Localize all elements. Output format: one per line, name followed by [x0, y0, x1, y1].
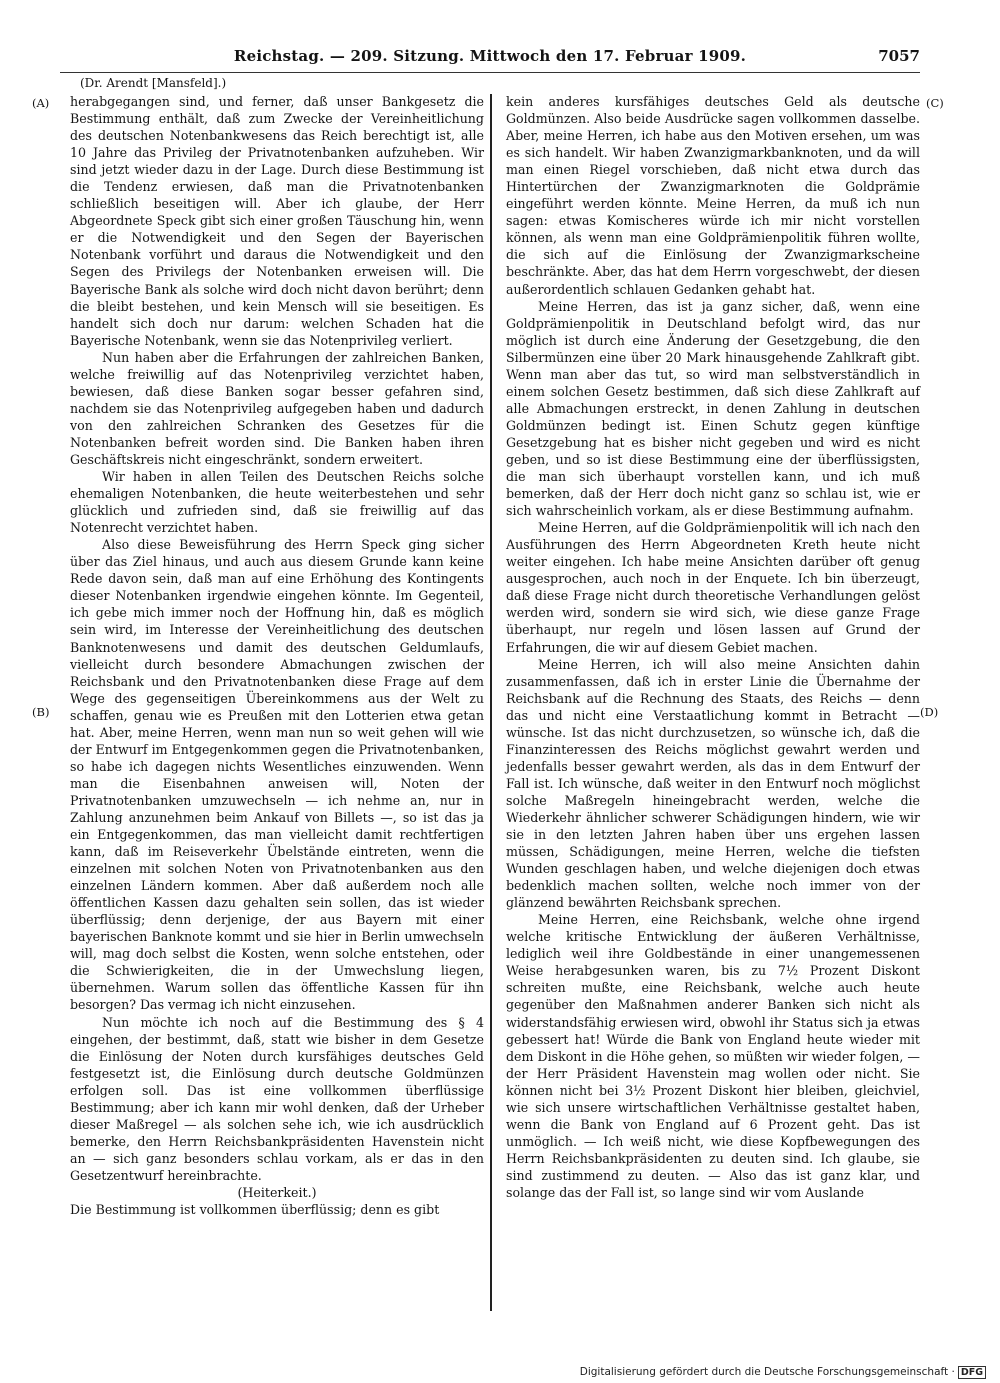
paragraph: Meine Herren, ich will also meine Ansichten dahin zusammenfassen, daß ich in erster Linie die Übernahme der Reichsbank auf die Rechnung des Staats, des Reichs — denn das und nicht eine Verstaatlichung kommt in Betracht — wünsche. Ist das nicht durchzusetzen, so wünsche ich, daß die Finanzinteressen des Reichs möglichst gewahrt werden und jedenfalls besser gewahrt werden, als das in dem Entwurf der Fall ist. Ich wünsche, daß weiter in den Entwurf noch möglichst solche Maßregeln hineingebracht werden, welche die Wiederkehr ähnlicher schwerer Schädigungen hindern, wie wir sie in den letzten Jahren haben über uns ergehen lassen müssen, Schädigungen, meine Herren, welche die tiefsten Wunden geschlagen haben, und welche diejenigen doch etwas bedenklich machen sollten, welche noch immer von der glänzend bewährten Reichsbank sprechen. — [506, 656, 920, 911]
margin-marker-b: (B) — [32, 705, 50, 719]
paragraph: Wir haben in allen Teilen des Deutschen Reichs solche ehemaligen Notenbanken, die heute weiterbestehen und sehr glücklich und zufrieden sind, daß sie freiwillig auf das Notenrecht verzichtet haben. — [70, 469, 484, 536]
paragraph: Nun möchte ich noch auf die Bestimmung des § 4 eingehen, der bestimmt, daß, statt wie bisher in dem Gesetze die Einlösung der Noten durch kursfähiges deutsches Geld festgesetzt ist, die Einlösung durch deutsche Goldmünzen erfolgen soll. Das ist eine vollkommen überflüssige Bestimmung; aber ich kann mir wohl denken, daß der Urheber dieser Maßregel — als solchen sehe ich, wie ich ausdrücklich bemerke, den Herrn Reichsbankpräsidenten Havenstein nicht an — sich ganz besonders schlau vorkam, als er das in den Gesetzentwurf hereinbrachte. — [70, 1014, 484, 1183]
laughter-note: (Heiterkeit.) — [237, 1185, 317, 1200]
page-header — [60, 47, 920, 73]
paragraph: herabgegangen sind, und ferner, daß unser Bankgesetz die Bestimmung enthält, daß zum Zwecke der Vereinheitlichung des deutschen Notenbankwesens das Reich berechtigt ist, alle 10 Jahre das Privileg der Privatnotenbanken aufzuheben. Wir sind jetzt wieder dazu in der Lage. Durch diese Bestimmung ist die Tendenz erwiesen, daß man die Privatnotenbanken schließlich beseitigen will. Aber ich glaube, der Herr Abgeordnete Speck gibt sich einer großen Täuschung hin, wenn er die Notwendigkeit und den Segen der Bayerischen Notenbank vorführt und daraus die Notwendigkeit und den Segen des Privilegs der Notenbanken erweisen will. Die Bayerische Bank als solche wird doch nicht davon berührt; denn die bleibt bestehen, und kein Mensch will sie beseitigen. Es handelt sich doch nur darum: welchen Schaden hat die Bayerische Notenbank, wenn sie das Notenprivileg verliert. — [70, 94, 484, 348]
margin-marker-d: (D) — [920, 705, 939, 719]
column-divider — [490, 94, 492, 1311]
running-title: Reichstag. — 209. Sitzung. Mittwoch den 17. Februar 1909. — [233, 47, 747, 65]
left-column — [70, 93, 484, 1218]
paragraph: Meine Herren, eine Reichsbank, welche ohne irgend welche kritische Entwicklung der äußeren Verhältnisse, lediglich weil ihre Goldbestände in einer unangemessenen Weise herabgesunken waren, bis zu 7½ Prozent Diskont schreiten mußte, eine Reichsbank, welche auch heute gegenüber den Maßnahmen anderer Banken sich nicht als widerstandsfähig erwiesen wird, obwohl ihr Status sich ja etwas gebessert hat! Würde die Bank von England heute wieder mit dem Diskont in die Höhe gehen, so müßten wir wieder folgen, — der Herr Präsident Havenstein mag wollen oder nicht. Sie können nicht bei 3½ Prozent Diskont hier bleiben, gleichviel, wie sich unsere wirtschaftlichen Verhältnisse gestaltet haben, wenn die Bank von England auf 6 Prozent geht. Das ist unmöglich. — Ich weiß nicht, wie diese Kopfbewegungen des Herrn Reichsbankpräsidenten zu deuten sind. Ich glaube, sie sind zustimmend zu deuten. — Also das ist ganz klar, und solange das der Fall ist, so lange sind wir vom Auslande — [506, 912, 920, 1200]
paragraph: Die Bestimmung ist vollkommen überflüssig; denn es gibt — [70, 1202, 440, 1218]
speaker-byline: (Dr. Arendt [Mansfeld].) — [80, 76, 227, 90]
digitization-footer — [580, 1366, 986, 1379]
header-rule — [60, 72, 920, 73]
right-column — [506, 93, 920, 1201]
paragraph: kein anderes kursfähiges deutsches Geld als deutsche Goldmünzen. Also beide Ausdrücke sagen vollkommen dasselbe. Aber, meine Herren, ich habe aus den Motiven ersehen, um was es sich handelt. Wir haben Zwanzigmarkbanknoten, und da will man einen Riegel vorschieben, daß nicht etwa durch das Hintertürchen der Zwanzigmarknoten die Goldprämie eingeführt werden könnte. Meine Herren, da muß ich nun sagen: etwas Komischeres würde ich mir nicht vorstellen können, als wenn man eine Goldprämienpolitik führen wollte, die sich auf die Einlösung der Zwanzigmarkscheine beschränkte. Aber, das hat dem Herrn vorgeschwebt, der diesen außerordentlich schlauen Gedanken gehabt hat. — [506, 94, 920, 297]
paragraph: Nun haben aber die Erfahrungen der zahlreichen Banken, welche freiwillig auf das Notenprivileg verzichtet haben, bewiesen, daß diese Banken sogar besser gefahren sind, nachdem sie das Notenprivileg aufgegeben haben und dadurch von den zahlreichen Schranken des Gesetzes für die Notenbanken befreit worden sind. Die Banken haben ihren Geschäftskreis nicht eingeschränkt, sondern erweitert. — [70, 349, 484, 467]
paragraph: Meine Herren, das ist ja ganz sicher, daß, wenn eine Goldprämienpolitik in Deutschland befolgt wird, das nur möglich ist durch eine Änderung der Gesetzgebung, die den Silbermünzen eine über 20 Mark hinausgehende Zahlkraft gibt. Wenn man aber das tut, so wird man selbstverständlich in einem solchen Gesetz bestimmen, daß sich diese Zahlkraft auf alle Abmachungen erstreckt, in denen Zahlung in deutschen Goldmünzen bedingt ist. Einen Schutz gegen künftige Gesetzgebung hat es bisher nicht gegeben und wird es nicht geben, und so ist diese Bestimmung eine der überflüssigsten, die man sich überhaupt vorstellen kann, und ich muß bemerken, daß der Herr doch nicht ganz so schlau ist, wie er sich wahrscheinlich vorkam, als er diese Bestimmung aufnahm. — [506, 298, 920, 519]
dfg-logo: DFG — [958, 1366, 986, 1379]
margin-marker-c: (C) — [926, 96, 944, 110]
paragraph: Also diese Beweisführung des Herrn Speck ging sicher über das Ziel hinaus, und auch aus diesem Grunde kann keine Rede davon sein, daß man auf eine Erhöhung des Kontingents dieser Notenbanken irgendwie eingehen könnte. Im Gegenteil, ich gebe mich immer noch der Hoffnung hin, daß es möglich sein wird, im Interesse der Vereinheitlichung des deutschen Banknotenwesens und damit des deutschen Geldumlaufs, vielleicht durch besondere Abmachungen zwischen der Reichsbank und den Privatnotenbanken diese Frage auf dem Wege des gegenseitigen Übereinkommens aus der Welt zu schaffen, genau wie es Preußen mit den Lotterien etwa getan hat. Aber, meine Herren, wenn man nun so weit gehen will wie der Entwurf im Entgegenkommen gegen die Privatnotenbanken, so habe ich dagegen nichts Wesentliches einzuwenden. Wenn man die Eisenbahnen anweisen will, Noten der Privatnotenbanken umzuwechseln — ich nehme an, nur in Zahlung anzunehmen beim Ankauf von Billets —, so ist das ja ein Entgegenkommen, das man vielleicht damit rechtfertigen kann, daß im Reiseverkehr Übelstände eintreten, wenn die einzelnen mit solchen Noten von Privatnotenbanken aus den einzelnen Ländern kommen. Aber daß außerdem noch alle öffentlichen Kassen dazu gehalten sein sollen, das ist wieder überflüssig; denn derjenige, der aus Bayern mit einer bayerischen Banknote kommt und sie hier in Berlin umwechseln will, mag doch selbst die Kosten, wenn solche entstehen, oder die Schwierigkeiten, die in der Umwechslung liegen, übernehmen. Warum sollen das öffentliche Kassen für ihn besorgen? Das vermag ich nicht einzusehen. — [70, 537, 484, 1013]
page-number: 7057 — [878, 47, 920, 65]
margin-marker-a: (A) — [32, 96, 50, 110]
paragraph: Meine Herren, auf die Goldprämienpolitik will ich nach den Ausführungen des Herrn Abgeordneten Kreth heute nicht weiter eingehen. Ich habe meine Ansichten darüber oft genug ausgesprochen, auch noch in der Enquete. Ich bin überzeugt, daß diese Frage nicht durch theoretische Verhandlungen gelöst werden wird, sondern sie wird sich, wie diese ganze Frage überhaupt, nur regeln und lösen lassen auf Grund der Erfahrungen, die wir auf diesem Gebiet machen. — [506, 520, 920, 655]
footer-text: Digitalisierung gefördert durch die Deutsche Forschungsgemeinschaft · — [579, 1366, 955, 1378]
